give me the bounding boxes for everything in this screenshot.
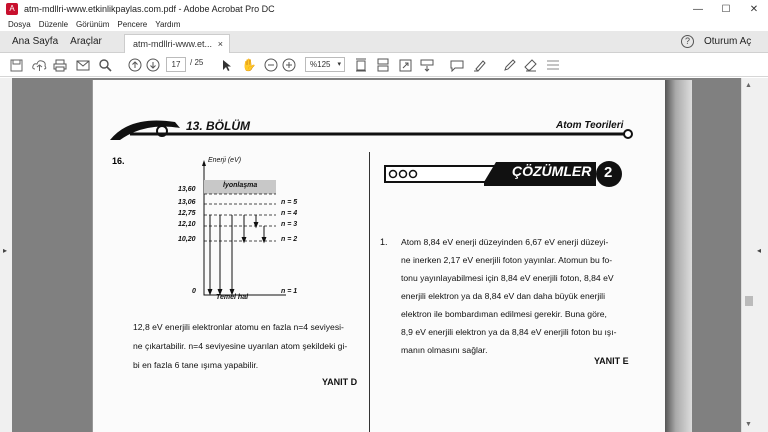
fit-page-icon[interactable] bbox=[353, 57, 369, 73]
solution-index: 1. bbox=[380, 237, 388, 247]
menu-bar bbox=[0, 18, 768, 31]
left-answer: YANIT D bbox=[322, 377, 358, 387]
document-tab-label: atm-mdllri-www.et... bbox=[133, 39, 213, 49]
solution-line: ne inerken 2,17 eV enerjili foton yayınlar. Atomun bu fo- bbox=[401, 255, 613, 265]
solution-line: manın olmasını sağlar. bbox=[401, 345, 488, 355]
tab-bar bbox=[0, 31, 768, 53]
diagram-axis-label: Enerji (eV) bbox=[208, 157, 242, 164]
topic-title: Atom Teorileri bbox=[556, 120, 624, 131]
scan-edge-shadow bbox=[665, 80, 692, 432]
chevron-down-icon: ▾ bbox=[337, 61, 341, 68]
chapter-title: 13. BÖLÜM bbox=[186, 119, 251, 133]
solution-line: Atom 8,84 eV enerji düzeyinden 6,67 eV enerji düzeyi- bbox=[401, 237, 609, 247]
energy-level-value: 0 bbox=[192, 288, 196, 295]
expand-left-icon[interactable]: ▸ bbox=[3, 246, 8, 255]
read-mode-icon[interactable] bbox=[419, 57, 435, 73]
question-number: 16. bbox=[112, 156, 125, 166]
energy-level-diagram bbox=[196, 158, 316, 303]
solutions-title: ÇÖZÜMLER bbox=[512, 163, 592, 179]
tab-home[interactable]: Ana Sayfa bbox=[12, 36, 59, 47]
search-icon[interactable] bbox=[97, 57, 113, 73]
solutions-number: 2 bbox=[604, 164, 613, 181]
maximize-button[interactable]: ☐ bbox=[721, 3, 731, 15]
hand-tool-icon[interactable]: ✋ bbox=[241, 58, 257, 72]
email-icon[interactable] bbox=[75, 57, 91, 73]
right-answer: YANIT E bbox=[594, 356, 629, 366]
comment-icon[interactable] bbox=[449, 57, 465, 73]
next-page-icon[interactable] bbox=[145, 57, 161, 73]
energy-level-value: 12,75 bbox=[178, 210, 196, 217]
draw-pen-icon[interactable] bbox=[501, 57, 517, 73]
menu-help[interactable]: Yardım bbox=[155, 20, 181, 29]
ionization-label: İyonlaşma bbox=[223, 182, 258, 189]
solution-line: elektron ile bombardıman edilmesi gerekir. Buna göre, bbox=[401, 309, 607, 319]
highlight-icon[interactable] bbox=[471, 57, 487, 73]
more-tools-icon[interactable] bbox=[545, 57, 561, 73]
scroll-down-icon[interactable]: ▼ bbox=[745, 421, 752, 428]
energy-level-value: 12,10 bbox=[178, 221, 196, 228]
eraser-icon[interactable] bbox=[523, 57, 539, 73]
scroll-mode-icon[interactable] bbox=[375, 57, 391, 73]
quantum-number-label: n = 1 bbox=[281, 288, 298, 295]
zoom-in-icon[interactable] bbox=[281, 57, 297, 73]
left-panel-toggle[interactable] bbox=[0, 78, 12, 432]
energy-level-value: 13,60 bbox=[178, 186, 196, 193]
chapter-header-graphic bbox=[100, 110, 635, 146]
toolbar bbox=[0, 53, 768, 77]
close-tab-icon[interactable]: × bbox=[217, 39, 223, 49]
tab-document[interactable] bbox=[124, 34, 230, 53]
solution-line: enerjili elektron ya da 8,84 eV dan daha büyük enerjili bbox=[401, 291, 605, 301]
quantum-number-label: n = 5 bbox=[281, 199, 298, 206]
menu-edit[interactable]: Düzenle bbox=[38, 20, 69, 29]
close-window-button[interactable]: ✕ bbox=[749, 3, 759, 15]
scroll-thumb[interactable] bbox=[745, 296, 753, 306]
title-bar bbox=[0, 0, 768, 18]
menu-file[interactable]: Dosya bbox=[8, 20, 31, 29]
page-total: / 25 bbox=[190, 58, 204, 67]
column-divider bbox=[369, 152, 370, 432]
full-screen-icon[interactable] bbox=[397, 57, 413, 73]
upload-cloud-icon[interactable] bbox=[31, 57, 47, 73]
energy-level-value: 13,06 bbox=[178, 199, 196, 206]
select-cursor-icon[interactable] bbox=[219, 57, 235, 73]
vertical-scrollbar[interactable] bbox=[741, 78, 755, 432]
minimize-button[interactable]: — bbox=[693, 3, 703, 15]
solutions-banner bbox=[384, 159, 628, 189]
expand-right-icon[interactable]: ◂ bbox=[757, 246, 762, 255]
menu-window[interactable]: Pencere bbox=[117, 20, 148, 29]
zoom-value: %125 bbox=[310, 60, 331, 69]
tab-tools[interactable]: Araçlar bbox=[70, 36, 102, 47]
menu-view[interactable]: Görünüm bbox=[76, 20, 110, 29]
energy-level-value: 10,20 bbox=[178, 236, 196, 243]
prev-page-icon[interactable] bbox=[127, 57, 143, 73]
ground-state-label: Temel hal bbox=[216, 294, 249, 301]
scroll-up-icon[interactable]: ▲ bbox=[745, 82, 752, 89]
explanation-line: ne çıkartabilir. n=4 seviyesine uyarılan atom şekildeki gi- bbox=[133, 341, 348, 351]
quantum-number-label: n = 3 bbox=[281, 221, 298, 228]
help-icon[interactable]: ? bbox=[681, 35, 694, 48]
window-controls bbox=[684, 0, 768, 18]
page-number-input[interactable]: 17 bbox=[166, 57, 186, 72]
explanation-line: 12,8 eV enerjili elektronlar atomu en fazla n=4 seviyesi- bbox=[133, 322, 344, 332]
quantum-number-label: n = 2 bbox=[281, 236, 298, 243]
explanation-line: bi en fazla 6 tane ışıma yapabilir. bbox=[133, 360, 259, 370]
print-icon[interactable] bbox=[52, 57, 68, 73]
solution-line: 8,9 eV enerjili elektron ya da 8,84 eV enerjili foton bu ışı- bbox=[401, 327, 617, 337]
solution-line: tonu yayınlayabilmesi için 8,84 eV enerjili foton, 8,84 eV bbox=[401, 273, 614, 283]
acrobat-app-icon: A bbox=[6, 3, 18, 15]
quantum-number-label: n = 4 bbox=[281, 210, 298, 217]
zoom-select[interactable] bbox=[305, 57, 345, 72]
save-icon[interactable] bbox=[8, 57, 24, 73]
sign-in-link[interactable]: Oturum Aç bbox=[704, 36, 752, 47]
window-title: atm-mdllri-www.etkinlikpaylas.com.pdf - Adobe Acrobat Pro DC bbox=[24, 4, 275, 14]
zoom-out-icon[interactable] bbox=[263, 57, 279, 73]
